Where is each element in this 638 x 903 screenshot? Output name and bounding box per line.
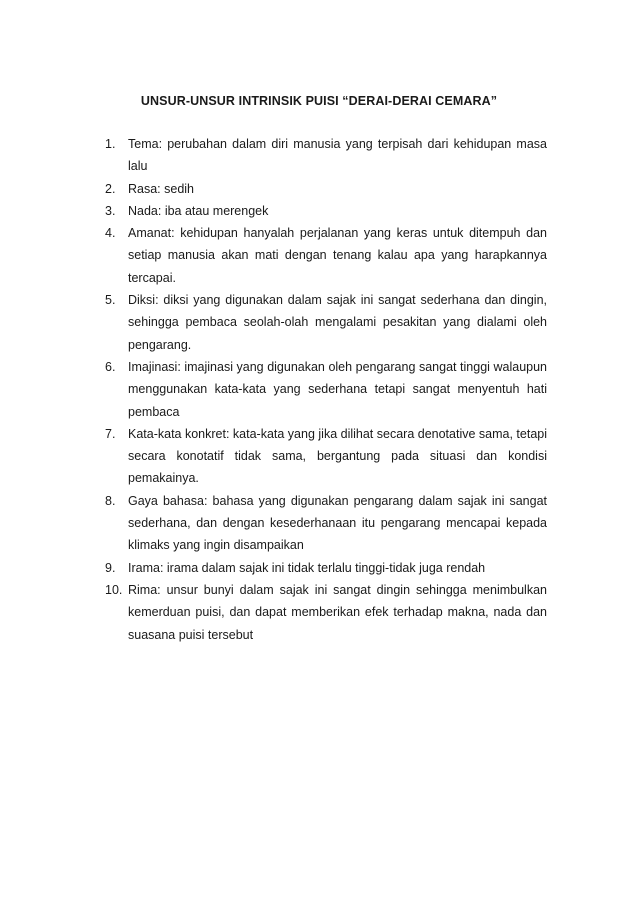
list-item-number: 3.	[105, 203, 116, 218]
list-item	[105, 356, 547, 423]
list-item	[105, 200, 547, 222]
list-item-text: Diksi: diksi yang digunakan dalam sajak ini sangat sederhana dan dingin, sehingga pembaca seolah-olah mengalami pesakitan yang dialami oleh pengarang.	[128, 293, 547, 352]
intrinsic-elements-list	[105, 133, 547, 646]
list-item-text: Amanat: kehidupan hanyalah perjalanan yang keras untuk ditempuh dan setiap manusia akan mati dengan tenang kalau apa yang harapkannya tercapai.	[128, 226, 547, 285]
list-item	[105, 133, 547, 178]
list-item	[105, 222, 547, 289]
list-item-text: Rima: unsur bunyi dalam sajak ini sangat dingin sehingga menimbulkan kemerduan puisi, dan dapat memberikan efek terhadap makna, nada dan suasana puisi tersebut	[128, 582, 547, 642]
list-item-number: 9.	[105, 560, 116, 575]
list-item-number: 5.	[105, 293, 116, 308]
list-item-number: 8.	[105, 493, 116, 508]
list-item-text: Rasa: sedih	[128, 181, 195, 196]
list-item-number: 1.	[105, 137, 116, 151]
list-item-number: 10.	[105, 582, 123, 597]
list-item-number: 2.	[105, 181, 116, 196]
list-item	[105, 289, 547, 356]
list-item	[105, 423, 547, 490]
list-item	[105, 490, 547, 557]
list-item-number: 4.	[105, 226, 116, 241]
list-item-text: Tema: perubahan dalam diri manusia yang terpisah dari kehidupan masa lalu	[128, 137, 547, 174]
list-item	[105, 557, 547, 579]
list-item	[105, 579, 547, 646]
list-item-text: Kata-kata konkret: kata-kata yang jika dilihat secara denotative sama, tetapi secara konotatif tidak sama, bergantung pada situasi dan kondisi pemakainya.	[128, 426, 547, 486]
list-item-number: 7.	[105, 426, 116, 441]
list-item-number: 6.	[105, 359, 116, 374]
document-title: UNSUR-UNSUR INTRINSIK PUISI “DERAI-DERAI CEMARA”	[140, 94, 498, 108]
list-item-text: Irama: irama dalam sajak ini tidak terlalu tinggi-tidak juga rendah	[128, 560, 486, 575]
list-item-text: Gaya bahasa: bahasa yang digunakan pengarang dalam sajak ini sangat sederhana, dan dengan kesederhanaan itu pengarang mencapai kepada klimaks yang ingin disampaikan	[128, 493, 547, 553]
list-item	[105, 178, 547, 200]
list-item-text: Imajinasi: imajinasi yang digunakan oleh pengarang sangat tinggi walaupun menggunakan kata-kata yang sederhana tetapi sangat menyentuh hati pembaca	[128, 359, 547, 419]
list-item-text: Nada: iba atau merengek	[128, 203, 269, 218]
